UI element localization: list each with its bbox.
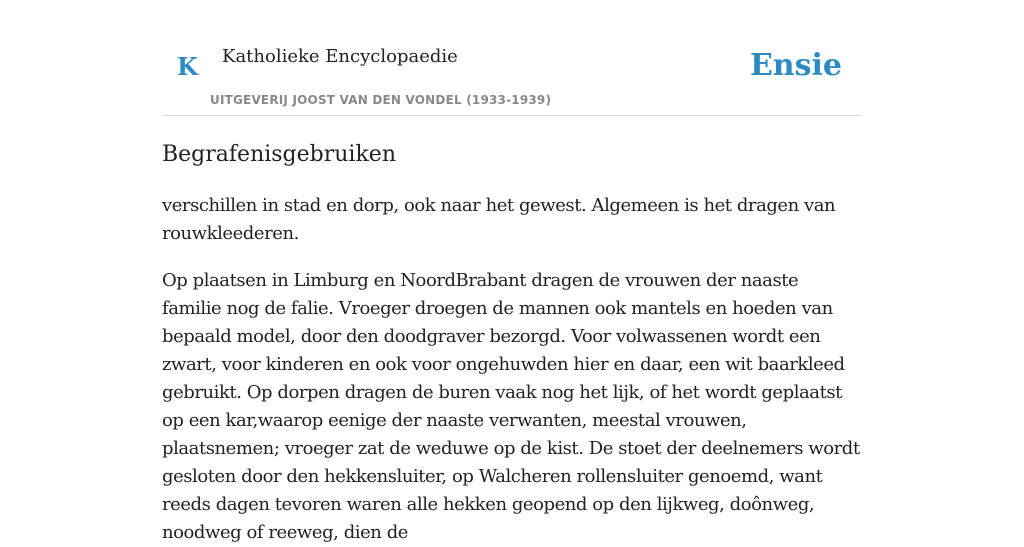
book-title[interactable]: Katholieke Encyclopaedie	[222, 46, 458, 67]
logo-k-icon[interactable]: K	[177, 52, 198, 81]
page	[162, 0, 862, 547]
publisher-label: UITGEVERIJ JOOST VAN DEN VONDEL (1933-1939)	[210, 93, 552, 107]
ensie-logo[interactable]: Ensie	[749, 48, 842, 83]
article-title: Begrafenisgebruiken	[162, 142, 396, 167]
article-paragraph: verschillen in stad en dorp, ook naar het gewest. Algemeen is het dragen van rouwkleederen.	[162, 195, 836, 245]
article-paragraph: Op plaatsen in Limburg en NoordBrabant dragen de vrouwen der naaste familie nog de falie. Vroeger droegen de mannen ook mantels en hoeden van bepaald model, door den doodgraver bezorgd. Voor volwassenen wordt een zwart, voor kinderen en ook voor ongehuwden hier en daar, een wit baarkleed gebruikt. Op dorpen dragen de buren vaak nog het lijk, of het wordt geplaatst op een kar,waarop eenige der naaste verwanten, meestal vrouwen, plaatsnemen; vroeger zat de weduwe op de kist. De stoet der deelnemers wordt gesloten door den hekkensluiter, op Walcheren rollensluiter genoemd, want reeds dagen tevoren waren alle hekken geopend op den lijkweg, doônweg, noodweg of reeweg, dien de	[162, 270, 860, 544]
site-header	[162, 0, 862, 116]
